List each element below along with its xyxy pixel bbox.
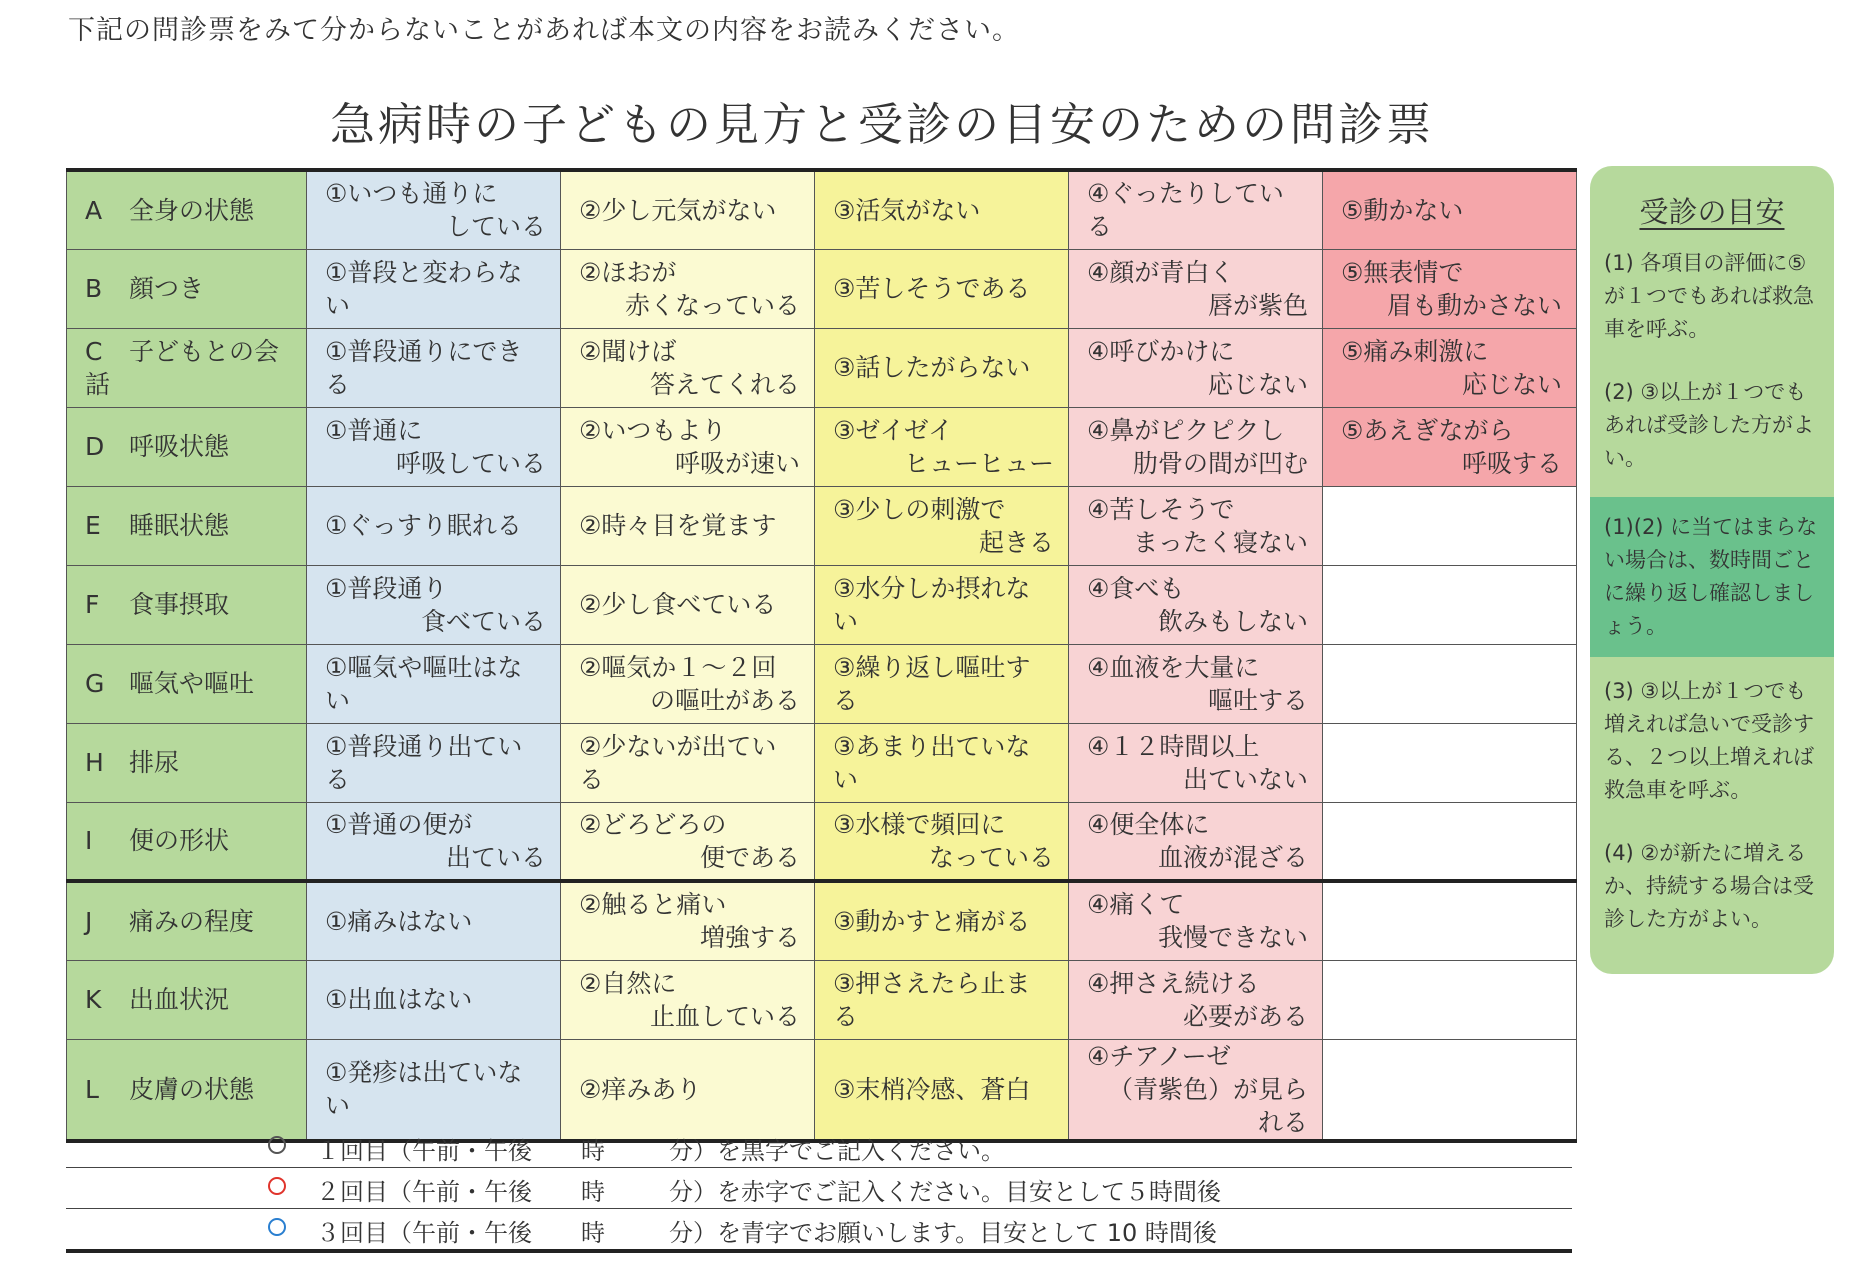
cell-text: ②痒みあり — [579, 1074, 702, 1104]
category-code: E — [85, 511, 101, 540]
level-4-cell[interactable] — [1069, 881, 1323, 960]
level-4-cell[interactable] — [1069, 960, 1323, 1039]
cell-text: ヒューヒュー — [903, 448, 1054, 478]
cell-text: ①痛みはない — [325, 906, 473, 936]
guide-rule-4: (4) ②が新たに増えるか、持続する場合は受診した方がよい。 — [1604, 841, 1814, 931]
level-2-cell[interactable] — [561, 644, 815, 723]
check-hour-label: 時 — [581, 1137, 605, 1165]
level-2-cell[interactable] — [561, 1039, 815, 1141]
category-cell — [67, 486, 307, 565]
level-5-cell — [1323, 881, 1577, 960]
cell-text: ②嘔気か１～２回 — [579, 652, 777, 682]
symptom-table — [66, 168, 1577, 1143]
category-label: 呼吸状態 — [129, 432, 230, 461]
cell-text: 起きる — [978, 527, 1054, 557]
category-cell — [67, 960, 307, 1039]
level-3-cell[interactable] — [815, 960, 1069, 1039]
cell-text: ④押さえ続ける — [1087, 968, 1260, 998]
cell-text: の嘔吐がある — [649, 685, 800, 715]
cell-text: ④チアノーゼ — [1087, 1041, 1232, 1071]
cell-text: ③末梢冷感、蒼白 — [833, 1074, 1031, 1104]
level-2-cell[interactable] — [561, 249, 815, 328]
cell-text: 赤くなっている — [624, 290, 800, 320]
level-2-cell[interactable] — [561, 486, 815, 565]
cell-text: ③あまり出ていない — [833, 731, 1031, 794]
check-instruction: 分）を赤字でご記入ください。目安として５時間後 — [669, 1178, 1221, 1206]
cell-text: ①発疹は出ていない — [325, 1058, 523, 1120]
level-4-cell[interactable] — [1069, 407, 1323, 486]
check-row-2 — [66, 1168, 1572, 1209]
cell-text: ①普段と変わらない — [325, 257, 523, 320]
category-cell — [67, 407, 307, 486]
level-2-cell[interactable] — [561, 802, 815, 881]
cell-text: （青紫色）が見られる — [1107, 1074, 1308, 1137]
level-1-cell[interactable] — [307, 170, 561, 249]
cell-text: ④食べも — [1087, 573, 1185, 603]
cell-text: ②いつもより — [579, 415, 727, 445]
cell-text: ③押さえたら止まる — [833, 968, 1031, 1031]
cell-text: ②聞けば — [579, 336, 677, 366]
category-cell — [67, 723, 307, 802]
level-3-cell[interactable] — [815, 486, 1069, 565]
level-1-cell[interactable] — [307, 565, 561, 644]
category-code: J — [85, 906, 93, 936]
check-row-1 — [66, 1127, 1572, 1168]
category-code: K — [85, 985, 102, 1014]
check-log — [66, 1127, 1572, 1253]
level-4-cell[interactable] — [1069, 802, 1323, 881]
cell-text: ⑤あえぎながら — [1341, 415, 1514, 445]
cell-text: ②時々目を覚ます — [579, 511, 777, 540]
category-label: 出血状況 — [129, 985, 230, 1014]
cell-text: ⑤動かない — [1341, 195, 1464, 225]
level-4-cell[interactable] — [1069, 328, 1323, 407]
category-code: B — [85, 274, 103, 303]
level-1-cell[interactable] — [307, 1039, 561, 1141]
level-4-cell[interactable] — [1069, 249, 1323, 328]
category-label: 睡眠状態 — [129, 511, 230, 540]
cell-text: ②触ると痛い — [579, 890, 727, 920]
cell-text: ④痛くて — [1087, 890, 1185, 920]
level-1-cell[interactable] — [307, 249, 561, 328]
level-3-cell[interactable] — [815, 802, 1069, 881]
cell-text: まったく寝ない — [1132, 527, 1308, 557]
cell-text: ④血液を大量に — [1087, 652, 1260, 682]
cell-text: 応じない — [1461, 369, 1562, 399]
level-3-cell[interactable] — [815, 407, 1069, 486]
level-5-cell — [1323, 723, 1577, 802]
category-code: C — [85, 336, 103, 366]
cell-text: ①出血はない — [325, 985, 473, 1014]
cell-text: ②自然に — [579, 968, 677, 998]
check-time-label: ２回目（午前・午後 — [316, 1178, 532, 1206]
cell-text: ②少ないが出ている — [579, 731, 777, 794]
level-4-cell[interactable] — [1069, 1039, 1323, 1141]
level-2-cell[interactable] — [561, 170, 815, 249]
cell-text: 眉も動かさない — [1386, 290, 1562, 320]
category-cell — [67, 1039, 307, 1141]
cell-text: 唇が紫色 — [1207, 290, 1308, 320]
cell-text: ④顔が青白く — [1087, 257, 1235, 287]
cell-text: 呼吸している — [395, 448, 546, 478]
level-5-cell — [1323, 565, 1577, 644]
table-row — [67, 407, 1577, 486]
cell-text: ③水様で頻回に — [833, 809, 1006, 839]
cell-text: 出ていない — [1182, 764, 1308, 794]
category-code: G — [85, 669, 105, 698]
category-cell — [67, 881, 307, 960]
cell-text: 呼吸する — [1461, 448, 1562, 478]
cell-text: ④鼻がピクピクし — [1087, 415, 1285, 445]
category-label: 食事摂取 — [129, 590, 230, 619]
table-row — [67, 1039, 1577, 1141]
category-code: L — [85, 1074, 99, 1104]
circle-icon[interactable] — [268, 1136, 286, 1154]
cell-text: ③動かすと痛がる — [833, 906, 1031, 936]
level-5-cell — [1323, 802, 1577, 881]
level-1-cell[interactable] — [307, 644, 561, 723]
cell-text: 我慢できない — [1157, 923, 1308, 953]
cell-text: ①普通の便が — [325, 809, 473, 839]
category-label: 排尿 — [129, 748, 180, 777]
category-cell — [67, 328, 307, 407]
table-row — [67, 328, 1577, 407]
cell-text: ②ほおが — [579, 257, 677, 287]
category-code: D — [85, 432, 105, 461]
cell-text: ④苦しそうで — [1087, 494, 1235, 524]
table-row — [67, 644, 1577, 723]
cell-text: ③ゼイゼイ — [833, 415, 954, 445]
level-4-cell[interactable] — [1069, 486, 1323, 565]
cell-text: 飲みもしない — [1157, 606, 1308, 636]
cell-text: 肋骨の間が凹む — [1132, 448, 1308, 478]
page-title: 急病時の子どもの見方と受診の目安のための問診票 — [330, 98, 1435, 151]
check-instruction: 分）を青字でお願いします。目安として 10 時間後 — [669, 1219, 1217, 1247]
cell-text: 答えてくれる — [649, 369, 800, 399]
level-2-cell[interactable] — [561, 960, 815, 1039]
level-5-cell — [1323, 486, 1577, 565]
level-5-cell[interactable] — [1323, 170, 1577, 249]
level-3-cell[interactable] — [815, 170, 1069, 249]
check-instruction: 分）を黒字でご記入ください。 — [669, 1137, 1005, 1165]
table-row — [67, 486, 1577, 565]
cell-text: ④１２時間以上 — [1087, 731, 1260, 761]
cell-text: 血液が混ざる — [1157, 842, 1308, 872]
circle-icon[interactable] — [268, 1218, 286, 1236]
cell-text: ①ぐっすり眠れる — [325, 511, 522, 540]
level-3-cell[interactable] — [815, 1039, 1069, 1141]
cell-text: 止血している — [649, 1001, 800, 1031]
table-row — [67, 565, 1577, 644]
category-code: H — [85, 748, 104, 777]
category-cell — [67, 170, 307, 249]
level-5-cell — [1323, 1039, 1577, 1141]
guide-title: 受診の目安 — [1639, 195, 1785, 229]
guide-panel — [1590, 166, 1834, 974]
cell-text: ①普段通り出ている — [325, 731, 523, 794]
level-1-cell[interactable] — [307, 328, 561, 407]
cell-text: 呼吸が速い — [674, 448, 800, 478]
cell-text: ①普段通りにできる — [325, 336, 523, 399]
level-2-cell[interactable] — [561, 565, 815, 644]
cell-text: ③話したがらない — [833, 353, 1031, 382]
table-row — [67, 960, 1577, 1039]
guide-rule-2: (2) ③以上が１つでもあれば受診した方がよい。 — [1604, 380, 1814, 470]
cell-text: ①いつも通りに — [325, 179, 498, 209]
category-cell — [67, 565, 307, 644]
cell-text: ③少しの刺激で — [833, 494, 1006, 524]
category-cell — [67, 802, 307, 881]
table-row — [67, 170, 1577, 249]
level-5-cell[interactable] — [1323, 249, 1577, 328]
level-4-cell[interactable] — [1069, 723, 1323, 802]
cell-text: ①普段通り — [325, 573, 448, 603]
cell-text: ②少し元気がない — [579, 195, 777, 225]
level-3-cell[interactable] — [815, 881, 1069, 960]
category-code: A — [85, 195, 103, 225]
category-code: F — [85, 590, 100, 619]
cell-text: ③苦しそうである — [833, 274, 1031, 303]
category-cell — [67, 644, 307, 723]
level-1-cell[interactable] — [307, 960, 561, 1039]
table-row — [67, 723, 1577, 802]
level-4-cell[interactable] — [1069, 170, 1323, 249]
category-code: I — [85, 826, 93, 856]
cell-text: ②どろどろの — [579, 809, 727, 839]
cell-text: 必要がある — [1182, 1001, 1308, 1031]
level-5-cell[interactable] — [1323, 407, 1577, 486]
category-label: 子どもとの会話 — [85, 336, 280, 399]
cell-text: 出ている — [445, 842, 546, 872]
cell-text: ③水分しか摂れない — [833, 573, 1031, 636]
table-row — [67, 881, 1577, 960]
cell-text: 便である — [699, 842, 800, 872]
level-2-cell[interactable] — [561, 407, 815, 486]
level-5-cell — [1323, 644, 1577, 723]
guide-note: (1)(2) に当てはまらない場合は、数時間ごとに繰り返し確認しましょう。 — [1590, 497, 1834, 657]
level-3-cell[interactable] — [815, 565, 1069, 644]
cell-text: 食べている — [420, 606, 546, 636]
check-row-3 — [66, 1209, 1572, 1253]
cell-text: している — [445, 212, 546, 242]
level-1-cell[interactable] — [307, 486, 561, 565]
cell-text: 応じない — [1207, 369, 1308, 399]
level-1-cell[interactable] — [307, 407, 561, 486]
level-2-cell[interactable] — [561, 328, 815, 407]
level-1-cell[interactable] — [307, 802, 561, 881]
guide-rule-3: (3) ③以上が１つでも増えれば急いで受診する、２つ以上増えれば救急車を呼ぶ。 — [1604, 679, 1814, 802]
cell-text: なっている — [928, 842, 1054, 872]
category-label: 嘔気や嘔吐 — [129, 669, 255, 698]
cell-text: ④ぐったりしている — [1087, 179, 1284, 242]
level-1-cell[interactable] — [307, 723, 561, 802]
category-label: 便の形状 — [129, 826, 230, 856]
check-hour-label: 時 — [581, 1178, 605, 1206]
cell-text: ③活気がない — [833, 195, 981, 225]
circle-icon[interactable] — [268, 1177, 286, 1195]
check-hour-label: 時 — [581, 1219, 605, 1247]
level-3-cell[interactable] — [815, 723, 1069, 802]
table-row — [67, 249, 1577, 328]
cell-text: ⑤痛み刺激に — [1341, 336, 1489, 366]
guide-rule-1: (1) 各項目の評価に⑤が１つでもあれば救急車を呼ぶ。 — [1604, 251, 1814, 341]
level-2-cell[interactable] — [561, 881, 815, 960]
category-label: 痛みの程度 — [129, 906, 255, 936]
level-2-cell[interactable] — [561, 723, 815, 802]
check-time-label: ３回目（午前・午後 — [316, 1219, 532, 1247]
level-4-cell[interactable] — [1069, 644, 1323, 723]
level-3-cell[interactable] — [815, 328, 1069, 407]
level-5-cell — [1323, 960, 1577, 1039]
table-row — [67, 802, 1577, 881]
category-label: 全身の状態 — [129, 195, 255, 225]
cell-text: 嘔吐する — [1207, 685, 1308, 715]
cell-text: ①嘔気や嘔吐はない — [325, 652, 523, 715]
level-3-cell[interactable] — [815, 644, 1069, 723]
cell-text: ④便全体に — [1087, 809, 1210, 839]
category-label: 皮膚の状態 — [129, 1074, 255, 1104]
check-time-label: １回目（午前・午後 — [316, 1137, 532, 1165]
level-4-cell[interactable] — [1069, 565, 1323, 644]
level-1-cell[interactable] — [307, 881, 561, 960]
cell-text: ⑤無表情で — [1341, 257, 1464, 287]
cell-text: ②少し食べている — [579, 590, 777, 619]
cell-text: ④呼びかけに — [1087, 336, 1235, 366]
category-cell — [67, 249, 307, 328]
level-5-cell[interactable] — [1323, 328, 1577, 407]
category-label: 顔つき — [129, 274, 205, 303]
cell-text: ③繰り返し嘔吐する — [833, 652, 1031, 715]
cell-text: ①普通に — [325, 415, 423, 445]
cell-text: 増強する — [699, 923, 800, 953]
intro-text: 下記の問診票をみて分からないことがあれば本文の内容をお読みください。 — [68, 15, 1020, 46]
level-3-cell[interactable] — [815, 249, 1069, 328]
